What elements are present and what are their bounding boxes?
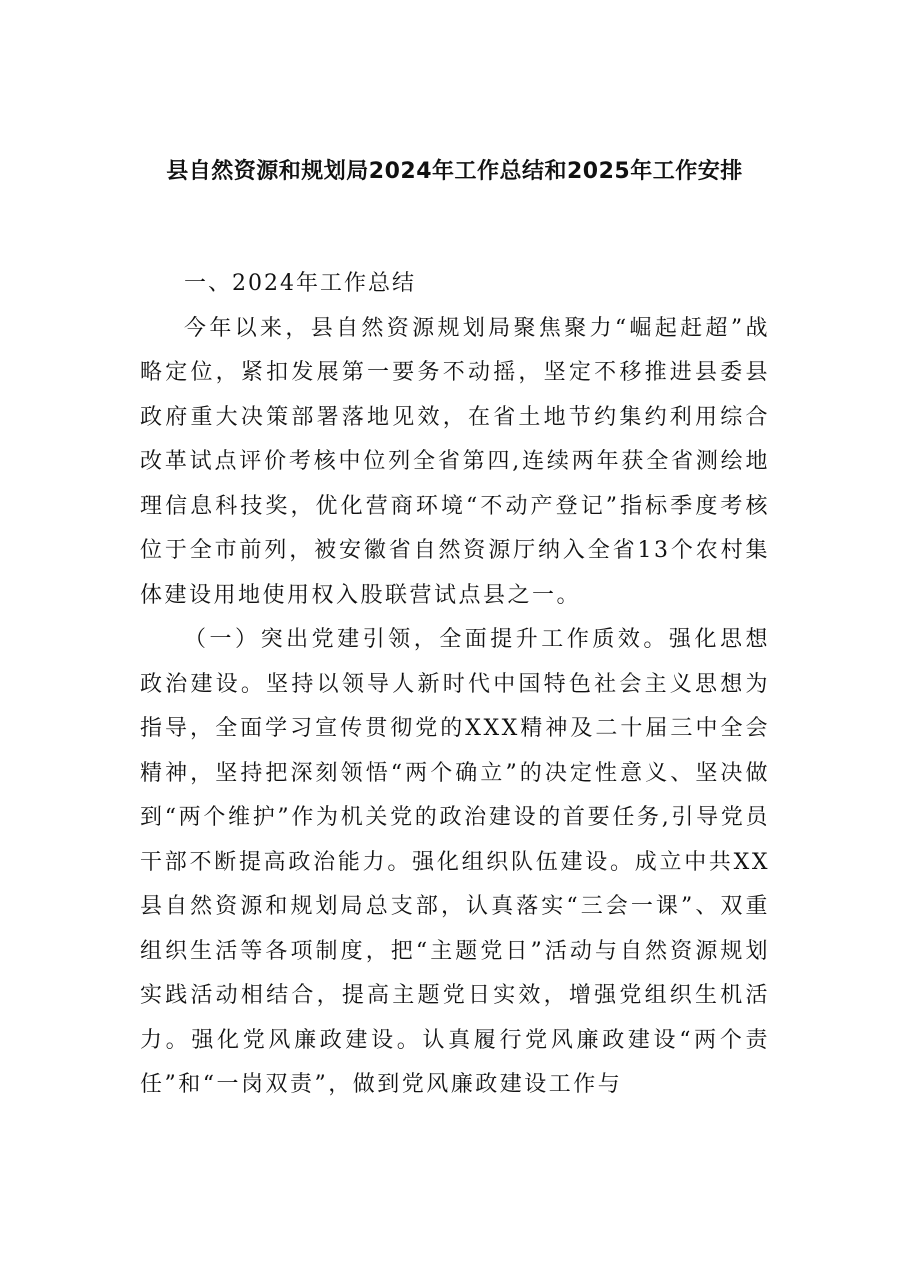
section-heading: 一、2024年工作总结 <box>184 271 416 296</box>
document-body <box>140 262 770 1108</box>
paragraph-summary: 今年以来，县自然资源规划局聚焦聚力“崛起赶超”战略定位，紧扣发展第一要务不动摇，坚定不移推进县委县政府重大决策部署落地见效，在省土地节约集约利用综合改革试点评价考核中位列全省第四,连续两年获全省测绘地理信息科技奖，优化营商环境“不动产登记”指标季度考核位于全市前列，被安徽省自然资源厅纳入全省13个农村集体建设用地使用权入股联营试点县之一。 <box>140 315 770 608</box>
document-title: 县自然资源和规划局2024年工作总结和2025年工作安排 <box>166 159 743 184</box>
paragraph-party-building: （一）突出党建引领，全面提升工作质效。强化思想政治建设。坚持以领导人新时代中国特色社会主义思想为指导，全面学习宣传贯彻党的XXX精神及二十届三中全会精神，坚持把深刻领悟“两个确立”的决定性意义、坚决做到“两个维护”作为机关党的政治建设的首要任务,引导党员干部不断提高政治能力。强化组织队伍建设。成立中共XX县自然资源和规划局总支部，认真落实“三会一课”、双重组织生活等各项制度，把“主题党日”活动与自然资源规划实践活动相结合，提高主题党日实效，增强党组织生机活力。强化党风廉政建设。认真履行党风廉政建设“两个责任”和“一岗双责”，做到党风廉政建设工作与 <box>140 627 770 1097</box>
